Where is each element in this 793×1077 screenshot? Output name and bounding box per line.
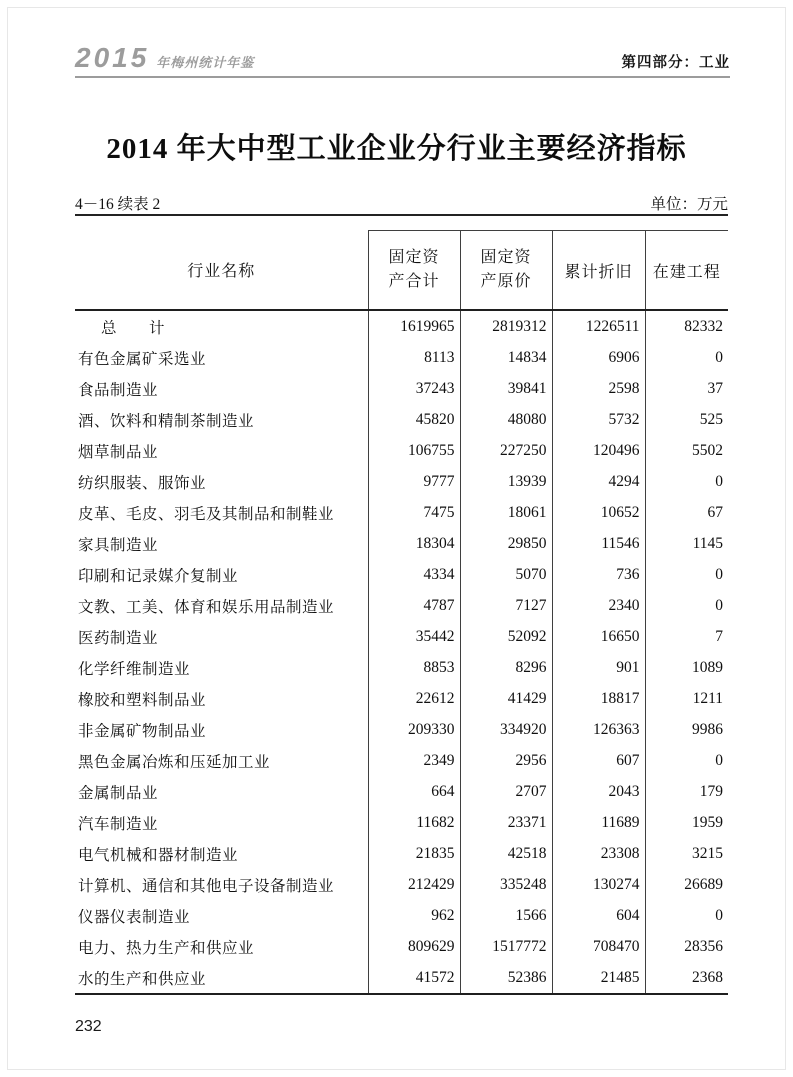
industry-name-cell: 纺织服装、服饰业	[78, 474, 207, 492]
value-cell-accumulated-depreciation: 11689	[552, 807, 645, 838]
value-cell-accumulated-depreciation: 16650	[552, 621, 645, 652]
value-cell-accumulated-depreciation: 736	[552, 559, 645, 590]
industry-name-cell: 橡胶和塑料制品业	[78, 691, 207, 709]
value-cell-construction-in-progress: 1145	[645, 528, 728, 559]
col-header-line: 固定资	[388, 249, 440, 266]
value-cell-fixed-assets-total: 2349	[368, 745, 460, 776]
industry-name-cell: 食品制造业	[78, 381, 159, 399]
value-cell-accumulated-depreciation: 604	[552, 900, 645, 931]
value-cell-fixed-assets-original: 39841	[460, 373, 552, 404]
col-header-line: 固定资	[480, 249, 532, 266]
table-number: 4－16 续表 2	[75, 196, 161, 213]
value-cell-accumulated-depreciation: 130274	[552, 869, 645, 900]
value-cell-fixed-assets-total: 9777	[368, 466, 460, 497]
industry-name-cell: 黑色金属冶炼和压延加工业	[78, 753, 271, 771]
value-cell-accumulated-depreciation: 1226511	[552, 310, 645, 342]
value-cell-accumulated-depreciation: 6906	[552, 342, 645, 373]
table-row	[75, 342, 728, 373]
industry-name-cell: 总 计	[101, 319, 166, 337]
value-cell-fixed-assets-original: 48080	[460, 404, 552, 435]
table-row	[75, 807, 728, 838]
value-cell-fixed-assets-total: 209330	[368, 714, 460, 745]
value-cell-fixed-assets-original: 14834	[460, 342, 552, 373]
col-header-industry: 行业名称	[75, 231, 368, 311]
yearbook-logo	[75, 42, 254, 74]
value-cell-fixed-assets-total: 809629	[368, 931, 460, 962]
industry-name-cell: 电力、热力生产和供应业	[78, 939, 255, 957]
col-header-accumulated-depreciation: 累计折旧	[552, 231, 645, 311]
value-cell-accumulated-depreciation: 2043	[552, 776, 645, 807]
value-cell-accumulated-depreciation: 2598	[552, 373, 645, 404]
value-cell-construction-in-progress: 1089	[645, 652, 728, 683]
value-cell-construction-in-progress: 525	[645, 404, 728, 435]
value-cell-fixed-assets-original: 335248	[460, 869, 552, 900]
value-cell-fixed-assets-total: 22612	[368, 683, 460, 714]
industry-name-cell: 水的生产和供应业	[78, 970, 207, 988]
table-header-row	[75, 231, 728, 311]
value-cell-fixed-assets-original: 52092	[460, 621, 552, 652]
table-row	[75, 714, 728, 745]
table-row	[75, 373, 728, 404]
industry-name-cell: 仪器仪表制造业	[78, 908, 191, 926]
value-cell-construction-in-progress: 2368	[645, 962, 728, 994]
value-cell-fixed-assets-total: 7475	[368, 497, 460, 528]
value-cell-construction-in-progress: 28356	[645, 931, 728, 962]
value-cell-fixed-assets-original: 1517772	[460, 931, 552, 962]
value-cell-fixed-assets-original: 7127	[460, 590, 552, 621]
value-cell-fixed-assets-total: 212429	[368, 869, 460, 900]
value-cell-construction-in-progress: 179	[645, 776, 728, 807]
industry-name-cell: 酒、饮料和精制茶制造业	[78, 412, 255, 430]
value-cell-fixed-assets-original: 23371	[460, 807, 552, 838]
col-header-construction-in-progress: 在建工程	[645, 231, 728, 311]
running-header	[75, 42, 730, 78]
value-cell-accumulated-depreciation: 120496	[552, 435, 645, 466]
value-cell-fixed-assets-total: 8853	[368, 652, 460, 683]
col-header-line: 产原价	[480, 273, 532, 290]
value-cell-accumulated-depreciation: 5732	[552, 404, 645, 435]
value-cell-accumulated-depreciation: 901	[552, 652, 645, 683]
value-cell-accumulated-depreciation: 18817	[552, 683, 645, 714]
value-cell-fixed-assets-total: 962	[368, 900, 460, 931]
value-cell-fixed-assets-original: 13939	[460, 466, 552, 497]
value-cell-fixed-assets-total: 1619965	[368, 310, 460, 342]
value-cell-construction-in-progress: 0	[645, 342, 728, 373]
value-cell-construction-in-progress: 82332	[645, 310, 728, 342]
industry-name-cell: 电气机械和器材制造业	[78, 846, 239, 864]
value-cell-construction-in-progress: 0	[645, 900, 728, 931]
value-cell-fixed-assets-original: 227250	[460, 435, 552, 466]
industry-name-cell: 有色金属矿采选业	[78, 350, 207, 368]
table-row	[75, 838, 728, 869]
value-cell-construction-in-progress: 0	[645, 590, 728, 621]
value-cell-construction-in-progress: 3215	[645, 838, 728, 869]
value-cell-accumulated-depreciation: 23308	[552, 838, 645, 869]
table-row	[75, 528, 728, 559]
table-row	[75, 466, 728, 497]
page-title: 2014 年大中型工业企业分行业主要经济指标	[106, 133, 687, 165]
value-cell-fixed-assets-total: 41572	[368, 962, 460, 994]
value-cell-accumulated-depreciation: 607	[552, 745, 645, 776]
value-cell-construction-in-progress: 5502	[645, 435, 728, 466]
value-cell-fixed-assets-total: 18304	[368, 528, 460, 559]
value-cell-construction-in-progress: 9986	[645, 714, 728, 745]
value-cell-construction-in-progress: 67	[645, 497, 728, 528]
value-cell-fixed-assets-total: 45820	[368, 404, 460, 435]
table-row	[75, 869, 728, 900]
value-cell-fixed-assets-original: 29850	[460, 528, 552, 559]
logo-year: 2015	[75, 42, 150, 73]
industry-name-cell: 文教、工美、体育和娱乐用品制造业	[78, 598, 335, 616]
value-cell-fixed-assets-total: 8113	[368, 342, 460, 373]
industry-name-cell: 烟草制品业	[78, 443, 159, 461]
value-cell-fixed-assets-total: 11682	[368, 807, 460, 838]
value-cell-fixed-assets-total: 664	[368, 776, 460, 807]
table-row	[75, 310, 728, 342]
industry-name-cell: 医药制造业	[78, 629, 159, 647]
value-cell-fixed-assets-original: 18061	[460, 497, 552, 528]
section-label: 第四部分：工业	[621, 55, 730, 71]
value-cell-construction-in-progress: 0	[645, 559, 728, 590]
table-row	[75, 435, 728, 466]
value-cell-construction-in-progress: 37	[645, 373, 728, 404]
table-row	[75, 683, 728, 714]
table-row	[75, 497, 728, 528]
table-body	[75, 310, 728, 994]
value-cell-construction-in-progress: 0	[645, 466, 728, 497]
logo-suffix: 年梅州统计年鉴	[156, 55, 255, 70]
table-row	[75, 776, 728, 807]
value-cell-fixed-assets-original: 2707	[460, 776, 552, 807]
indicators-table	[75, 230, 728, 995]
industry-name-cell: 非金属矿物制品业	[78, 722, 207, 740]
value-cell-accumulated-depreciation: 10652	[552, 497, 645, 528]
value-cell-fixed-assets-original: 5070	[460, 559, 552, 590]
table-row	[75, 962, 728, 994]
value-cell-fixed-assets-original: 1566	[460, 900, 552, 931]
value-cell-construction-in-progress: 26689	[645, 869, 728, 900]
page-number: 232	[75, 1018, 102, 1035]
value-cell-construction-in-progress: 0	[645, 745, 728, 776]
value-cell-fixed-assets-original: 41429	[460, 683, 552, 714]
value-cell-construction-in-progress: 7	[645, 621, 728, 652]
industry-name-cell: 金属制品业	[78, 784, 159, 802]
value-cell-accumulated-depreciation: 4294	[552, 466, 645, 497]
value-cell-fixed-assets-original: 2956	[460, 745, 552, 776]
industry-name-cell: 皮革、毛皮、羽毛及其制品和制鞋业	[78, 505, 335, 523]
value-cell-fixed-assets-total: 37243	[368, 373, 460, 404]
industry-name-cell: 印刷和记录媒介复制业	[78, 567, 239, 585]
table-row	[75, 590, 728, 621]
value-cell-fixed-assets-original: 8296	[460, 652, 552, 683]
value-cell-fixed-assets-total: 106755	[368, 435, 460, 466]
value-cell-construction-in-progress: 1959	[645, 807, 728, 838]
value-cell-accumulated-depreciation: 21485	[552, 962, 645, 994]
value-cell-accumulated-depreciation: 11546	[552, 528, 645, 559]
table-row	[75, 931, 728, 962]
table-row	[75, 559, 728, 590]
col-header-fixed-assets-total	[368, 231, 460, 311]
table-row	[75, 404, 728, 435]
table-row	[75, 652, 728, 683]
industry-name-cell: 家具制造业	[78, 536, 159, 554]
col-header-fixed-assets-original	[460, 231, 552, 311]
header-rule	[75, 76, 730, 78]
table-row	[75, 745, 728, 776]
value-cell-fixed-assets-original: 42518	[460, 838, 552, 869]
industry-name-cell: 化学纤维制造业	[78, 660, 191, 678]
table-row	[75, 621, 728, 652]
table-caption-row	[75, 192, 728, 214]
value-cell-accumulated-depreciation: 2340	[552, 590, 645, 621]
value-cell-fixed-assets-total: 4334	[368, 559, 460, 590]
table-row	[75, 900, 728, 931]
value-cell-fixed-assets-original: 2819312	[460, 310, 552, 342]
value-cell-fixed-assets-total: 4787	[368, 590, 460, 621]
col-header-line: 产合计	[388, 273, 440, 290]
value-cell-fixed-assets-original: 52386	[460, 962, 552, 994]
unit-label: 单位：万元	[650, 196, 728, 213]
value-cell-fixed-assets-original: 334920	[460, 714, 552, 745]
caption-rule	[75, 214, 728, 216]
industry-name-cell: 汽车制造业	[78, 815, 159, 833]
value-cell-accumulated-depreciation: 708470	[552, 931, 645, 962]
value-cell-fixed-assets-total: 21835	[368, 838, 460, 869]
industry-name-cell: 计算机、通信和其他电子设备制造业	[78, 877, 335, 895]
value-cell-accumulated-depreciation: 126363	[552, 714, 645, 745]
value-cell-construction-in-progress: 1211	[645, 683, 728, 714]
value-cell-fixed-assets-total: 35442	[368, 621, 460, 652]
